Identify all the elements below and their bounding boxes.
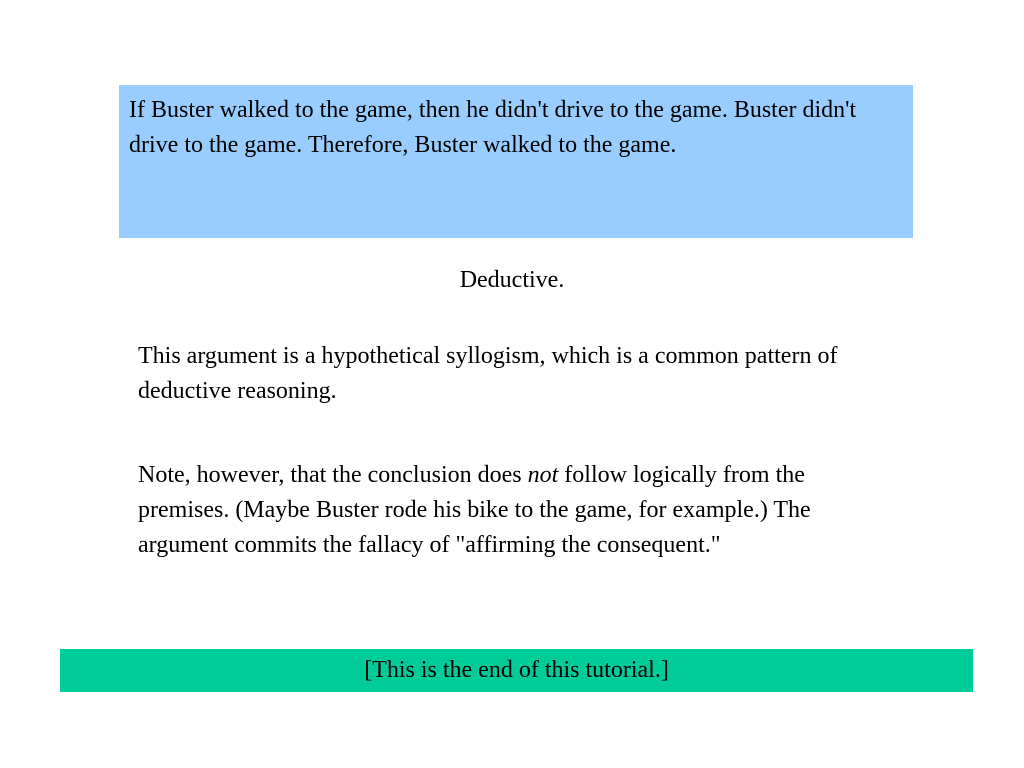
verdict-label: Deductive. (459, 267, 565, 293)
explanation-2-text-after: follow logically from the premises. (Maybe Buster rode his bike to the game, for example.) The argument commits the fallacy of "affirming the consequent." (138, 462, 811, 558)
explanation-2-emphasis: not (527, 462, 559, 488)
end-of-tutorial-banner (60, 649, 973, 692)
explanation-paragraph-1 (138, 339, 898, 409)
argument-box (119, 85, 913, 238)
explanation-1-text: This argument is a hypothetical syllogism, which is a common pattern of deductive reasoning. (138, 343, 838, 404)
end-banner-text: [This is the end of this tutorial.] (364, 657, 669, 683)
explanation-2-text-before: Note, however, that the conclusion does (138, 462, 528, 488)
explanation-paragraph-2 (138, 458, 898, 563)
argument-text: If Buster walked to the game, then he didn't drive to the game. Buster didn't drive to the game. Therefore, Buster walked to the game. (129, 97, 857, 158)
